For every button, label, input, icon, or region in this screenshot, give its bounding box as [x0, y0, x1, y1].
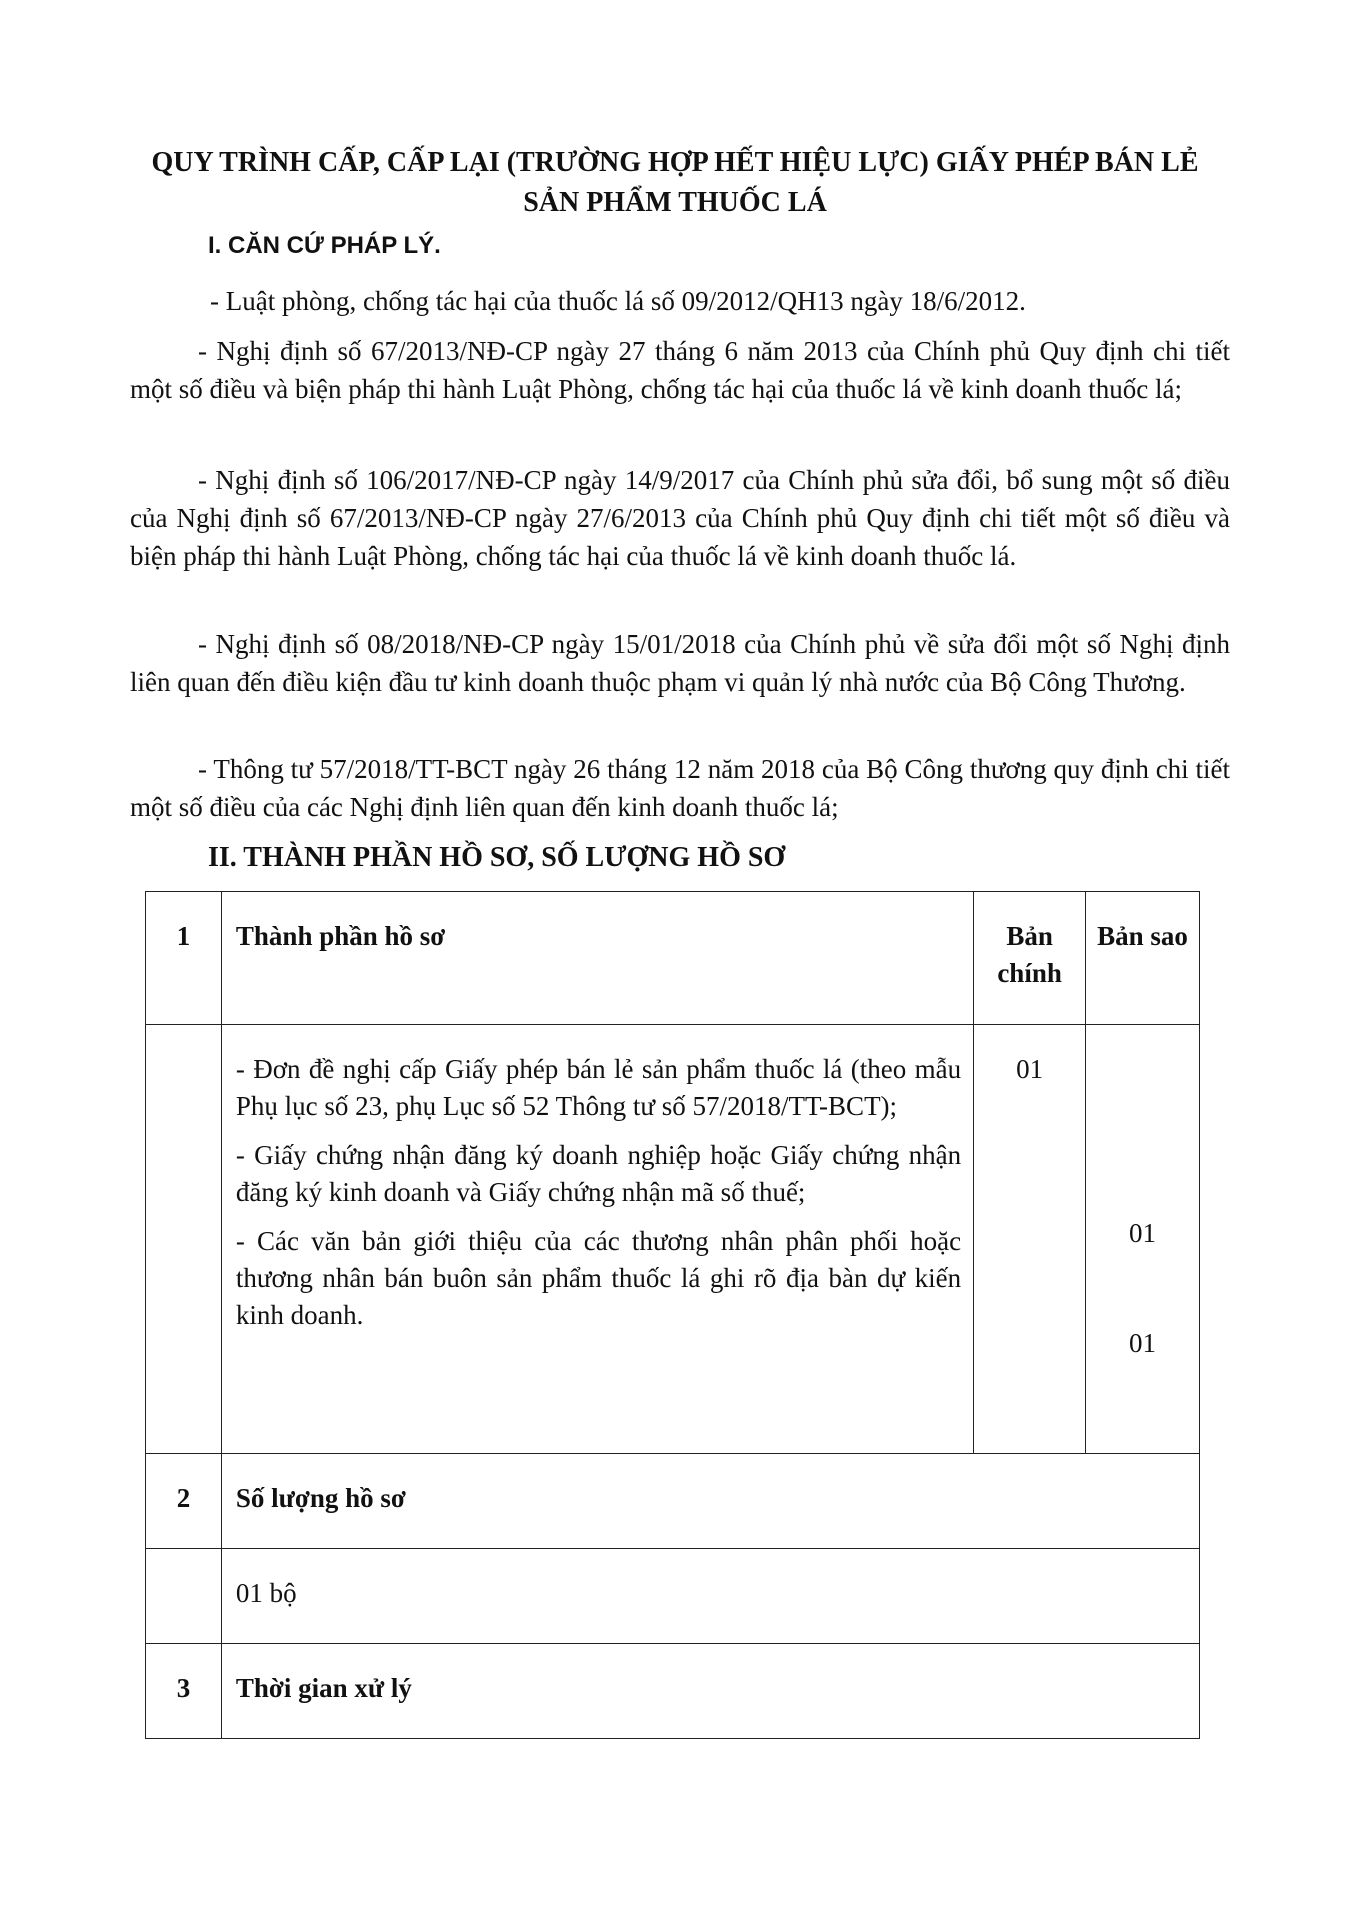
copy-count: 01 [1129, 1328, 1157, 1358]
table-row [146, 1644, 1200, 1739]
section-heading-legal-basis: I. CĂN CỨ PHÁP LÝ. [208, 232, 441, 259]
document-title: QUY TRÌNH CẤP, CẤP LẠI (TRƯỜNG HỢP HẾT HIỆU LỰC) GIẤY PHÉP BÁN LẺ SẢN PHẨM THUỐC LÁ [151, 147, 1199, 218]
table-row [146, 892, 1200, 1025]
dossier-items-cell [221, 1025, 973, 1454]
copy-count-cell [1086, 1025, 1200, 1454]
original-count-cell [974, 1025, 1086, 1454]
table-row [146, 1454, 1200, 1549]
copy-header: Bản sao [1086, 892, 1200, 1025]
table-row [146, 1025, 1200, 1454]
legal-basis-paragraph: - Luật phòng, chống tác hại của thuốc lá số 09/2012/QH13 ngày 18/6/2012. [210, 286, 1026, 316]
legal-basis-paragraph: - Nghị định số 08/2018/NĐ-CP ngày 15/01/2018 của Chính phủ về sửa đổi một số Nghị định liên quan đến điều kiện đầu tư kinh doanh thuộc phạm vi quản lý nhà nước của Bộ Công Thương. [130, 629, 1230, 697]
dossier-components-header: Thành phần hồ sơ [221, 892, 973, 1025]
row-number: 2 [146, 1454, 222, 1549]
legal-basis-paragraph: - Thông tư 57/2018/TT-BCT ngày 26 tháng 12 năm 2018 của Bộ Công thương quy định chi tiết một số điều của các Nghị định liên quan đến kinh doanh thuốc lá; [130, 754, 1230, 822]
legal-basis-paragraph: - Nghị định số 106/2017/NĐ-CP ngày 14/9/2017 của Chính phủ sửa đổi, bổ sung một số điều của Nghị định số 67/2013/NĐ-CP ngày 27/6/2013 của Chính phủ Quy định chi tiết một số điều và biện pháp thi hành Luật Phòng, chống tác hại của thuốc lá về kinh doanh thuốc lá. [130, 465, 1230, 571]
list-item: - Giấy chứng nhận đăng ký doanh nghiệp hoặc Giấy chứng nhận đăng ký kinh doanh và Giấy chứng nhận mã số thuế; [235, 1140, 962, 1207]
empty-cell [146, 1025, 222, 1454]
original-count: 01 [1016, 1054, 1044, 1084]
dossier-quantity-value: 01 bộ [221, 1549, 1199, 1644]
original-copy-header: Bản chính [974, 892, 1086, 1025]
dossier-quantity-header: Số lượng hồ sơ [221, 1454, 1199, 1549]
section-heading-dossier: II. THÀNH PHẦN HỒ SƠ, SỐ LƯỢNG HỒ SƠ [208, 842, 786, 873]
copy-count: 01 [1129, 1218, 1157, 1248]
legal-basis-paragraph: - Nghị định số 67/2013/NĐ-CP ngày 27 tháng 6 năm 2013 của Chính phủ Quy định chi tiết một số điều và biện pháp thi hành Luật Phòng, chống tác hại của thuốc lá về kinh doanh thuốc lá; [130, 336, 1230, 404]
row-number: 3 [146, 1644, 222, 1739]
empty-cell [146, 1549, 222, 1644]
dossier-table [145, 891, 1200, 1739]
table-row [146, 1549, 1200, 1644]
list-item: - Đơn đề nghị cấp Giấy phép bán lẻ sản phẩm thuốc lá (theo mẫu Phụ lục số 23, phụ Lục số 52 Thông tư số 57/2018/TT-BCT); [235, 1054, 962, 1121]
processing-time-header: Thời gian xử lý [221, 1644, 1199, 1739]
row-number: 1 [146, 892, 222, 1025]
list-item: - Các văn bản giới thiệu của các thương nhân phân phối hoặc thương nhân bán buôn sản phẩm thuốc lá ghi rõ địa bàn dự kiến kinh doanh. [235, 1226, 962, 1330]
